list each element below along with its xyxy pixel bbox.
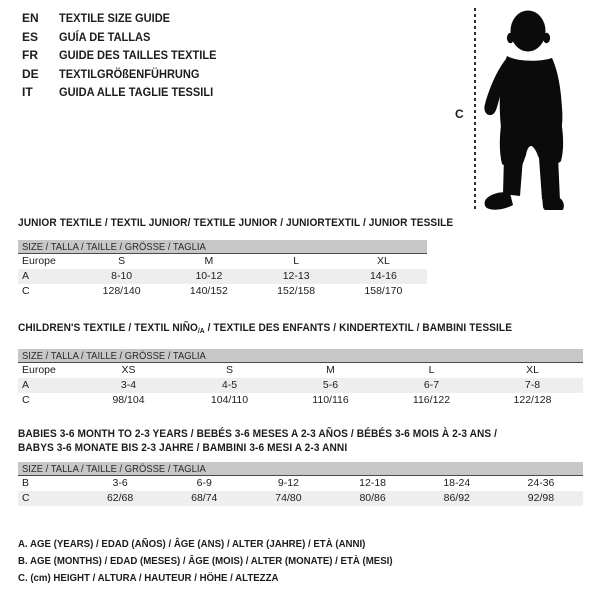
table-cell: 9-12 (277, 477, 299, 489)
note-age-years: A. AGE (YEARS) / EDAD (AÑOS) / ÂGE (ANS) / ALTER (JAHRE) / ETÀ (ANNI) (18, 538, 366, 550)
table-cell: 68/74 (191, 492, 218, 504)
lang-code: ES (22, 29, 39, 44)
size-table (18, 254, 583, 299)
table-cell: M (326, 364, 335, 376)
table-cell: 92/98 (527, 492, 555, 504)
lang-title: TEXTILE SIZE GUIDE (59, 11, 171, 25)
table-row (18, 491, 583, 506)
table-cell: 116/122 (412, 394, 451, 406)
section-title-text: BABIES 3-6 MONTH TO 2-3 YEARS / BEBÉS 3-6 MESES A 2-3 AÑOS / BÉBÉS 3-6 MOIS À 2-3 ANS / (18, 428, 498, 440)
table-row (18, 393, 583, 408)
row-label: C (22, 285, 30, 297)
table-cell: 14-16 (369, 270, 397, 282)
section-title-text: JUNIOR TEXTILE / TEXTIL JUNIOR/ TEXTILE JUNIOR / JUNIORTEXTIL / JUNIOR TESSILE (18, 217, 454, 229)
table-cell: 152/158 (277, 285, 316, 297)
size-header-bar (18, 240, 427, 254)
lang-row-it (22, 83, 230, 102)
table-row (18, 284, 427, 299)
table-cell: 6-7 (423, 379, 440, 391)
language-title-block (22, 9, 230, 102)
table-cell: 3-4 (120, 379, 137, 391)
table-row (18, 476, 583, 491)
section-babies-textile (18, 427, 583, 506)
table-cell: L (293, 255, 300, 267)
height-dashed-line (474, 8, 476, 210)
lang-row-es (22, 28, 230, 47)
table-cell: XL (376, 255, 390, 267)
section-title (18, 216, 538, 230)
table-cell: 24-36 (527, 477, 555, 489)
size-header-label: SIZE / TALLA / TAILLE / GRÖSSE / TAGLIA (22, 350, 206, 362)
section-title-text: CHILDREN'S TEXTILE / TEXTIL NIÑO (18, 322, 199, 334)
row-label: A (22, 379, 30, 391)
table-cell: S (118, 255, 126, 267)
table-cell: 7-8 (524, 379, 541, 391)
size-header-label: SIZE / TALLA / TAILLE / GRÖSSE / TAGLIA (22, 463, 206, 475)
table-cell: 18-24 (443, 477, 471, 489)
lang-row-en (22, 9, 230, 28)
lang-title: GUIDE DES TAILLES TEXTILE (59, 48, 217, 63)
lang-title: GUÍA DE TALLAS (59, 29, 151, 44)
table-row (18, 254, 427, 269)
table-cell: 86/92 (443, 492, 470, 504)
table-cell: 12-13 (282, 270, 310, 282)
table-cell: 8-10 (111, 270, 133, 282)
section-junior-textile (18, 216, 583, 299)
table-cell: 110/116 (312, 394, 349, 406)
lang-code: FR (22, 48, 38, 63)
size-header-label: SIZE / TALLA / TAILLE / GRÖSSE / TAGLIA (22, 241, 206, 253)
lang-row-de (22, 65, 230, 84)
table-row (18, 269, 427, 284)
table-cell: 12-18 (359, 477, 387, 489)
row-label: B (22, 477, 30, 489)
table-cell: 104/110 (210, 394, 249, 406)
table-cell: 122/128 (513, 394, 552, 406)
lang-title: GUIDA ALLE TAGLIE TESSILI (59, 85, 214, 100)
table-cell: 140/152 (189, 285, 228, 297)
table-row (18, 363, 583, 378)
table-cell: 3-6 (112, 477, 128, 489)
table-cell: 80/86 (359, 492, 386, 504)
size-table (18, 476, 583, 506)
section-title-text: /A (198, 328, 205, 335)
lang-code: EN (22, 11, 39, 25)
table-cell: 5-6 (322, 379, 339, 391)
section-title-text: BABYS 3-6 MONATE BIS 2-3 JAHRE / BAMBINI 3-6 MESI A 2-3 ANNI (18, 442, 348, 454)
lang-row-fr (22, 46, 230, 65)
height-label: C (455, 107, 464, 121)
note-age-months: B. AGE (MONTHS) / EDAD (MESES) / ÂGE (MOIS) / ALTER (MONATE) / ETÀ (MESI) (18, 555, 393, 567)
size-table (18, 363, 583, 408)
table-cell: 74/80 (275, 492, 302, 504)
table-cell: XL (526, 364, 539, 376)
lang-code: IT (22, 85, 33, 100)
table-cell: 128/140 (102, 285, 141, 297)
row-label: C (22, 394, 30, 406)
table-cell: 98/104 (112, 394, 145, 406)
note-height-cm: C. (cm) HEIGHT / ALTURA / HAUTEUR / HÖHE / ALTEZZA (18, 572, 279, 584)
table-cell: M (204, 255, 214, 267)
table-cell: 10-12 (195, 270, 223, 282)
lang-title: TEXTILGRÖßENFÜHRUNG (59, 66, 200, 81)
table-cell: 4-5 (221, 379, 238, 391)
section-title (18, 427, 538, 455)
section-title-text: / TEXTILE DES ENFANTS / KINDERTEXTIL / BAMBINI TESSILE (204, 322, 513, 334)
section-childrens-textile (18, 321, 583, 408)
row-label: C (22, 492, 30, 504)
row-label: A (22, 270, 30, 282)
table-cell: 158/170 (364, 285, 403, 297)
table-cell: 6-9 (196, 477, 212, 489)
table-cell: S (225, 364, 233, 376)
table-row (18, 378, 583, 393)
size-header-bar (18, 349, 583, 363)
row-label: Europe (22, 255, 56, 267)
size-header-bar (18, 462, 583, 476)
lang-code: DE (22, 66, 39, 81)
table-cell: XS (121, 364, 136, 376)
size-guide-content (18, 216, 583, 587)
table-cell: 62/68 (106, 492, 134, 504)
baby-silhouette-figure (482, 8, 568, 210)
row-label: Europe (22, 364, 56, 376)
section-title (18, 321, 538, 339)
table-cell: L (428, 364, 435, 376)
legend-notes (18, 536, 583, 587)
